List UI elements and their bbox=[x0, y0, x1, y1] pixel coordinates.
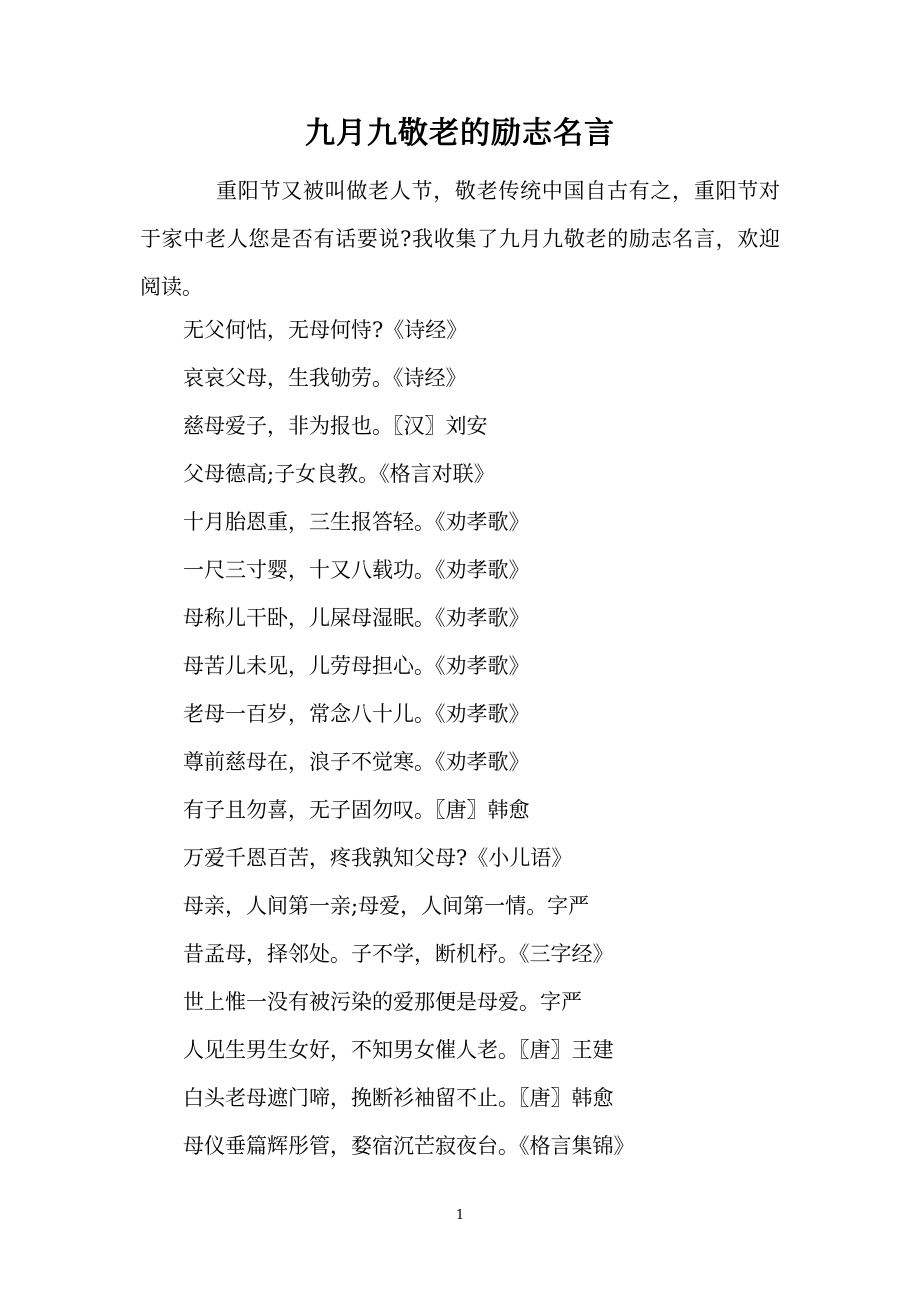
intro-paragraph: 重阳节又被叫做老人节，敬老传统中国自古有之，重阳节对于家中老人您是否有话要说?我收集了九月九敬老的励志名言，欢迎阅读。 bbox=[140, 179, 780, 299]
quote-line: 父母德高;子女良教。《格言对联》 bbox=[183, 462, 495, 486]
quote-line: 世上惟一没有被污染的爱那便是母爱。字严 bbox=[183, 990, 582, 1014]
quote-line: 有子且勿喜，无子固勿叹。〖唐〗韩愈 bbox=[183, 798, 530, 822]
quote-line: 昔孟母，择邻处。子不学，断机杼。《三字经》 bbox=[183, 942, 614, 966]
quote-line: 老母一百岁，常念八十儿。《劝孝歌》 bbox=[183, 702, 530, 726]
quote-line: 十月胎恩重，三生报答轻。《劝孝歌》 bbox=[183, 510, 530, 534]
document-title: 九月九敬老的励志名言 bbox=[305, 116, 615, 151]
quote-line: 一尺三寸婴，十又八载功。《劝孝歌》 bbox=[183, 558, 530, 582]
quote-line: 母仪垂篇辉彤管，婺宿沉芒寂夜台。《格言集锦》 bbox=[183, 1134, 635, 1158]
quote-line: 母亲，人间第一亲;母爱，人间第一情。字严 bbox=[183, 894, 590, 918]
quote-line: 母称儿干卧，儿屎母湿眠。《劝孝歌》 bbox=[183, 606, 530, 630]
page-number: 1 bbox=[455, 1208, 465, 1223]
quote-line: 母苦儿未见，儿劳母担心。《劝孝歌》 bbox=[183, 654, 530, 678]
quote-line: 万爱千恩百苦，疼我孰知父母?《小儿语》 bbox=[183, 846, 573, 870]
quote-line: 慈母爱子，非为报也。〖汉〗刘安 bbox=[183, 414, 488, 438]
quote-line: 无父何怙，无母何恃?《诗经》 bbox=[183, 318, 468, 342]
quote-list bbox=[183, 306, 635, 1170]
quote-line: 哀哀父母，生我劬劳。《诗经》 bbox=[183, 366, 467, 390]
quote-line: 人见生男生女好，不知男女催人老。〖唐〗王建 bbox=[183, 1038, 614, 1062]
quote-line: 白头老母遮门啼，挽断衫袖留不止。〖唐〗韩愈 bbox=[183, 1086, 614, 1110]
quote-line: 尊前慈母在，浪子不觉寒。《劝孝歌》 bbox=[183, 750, 530, 774]
